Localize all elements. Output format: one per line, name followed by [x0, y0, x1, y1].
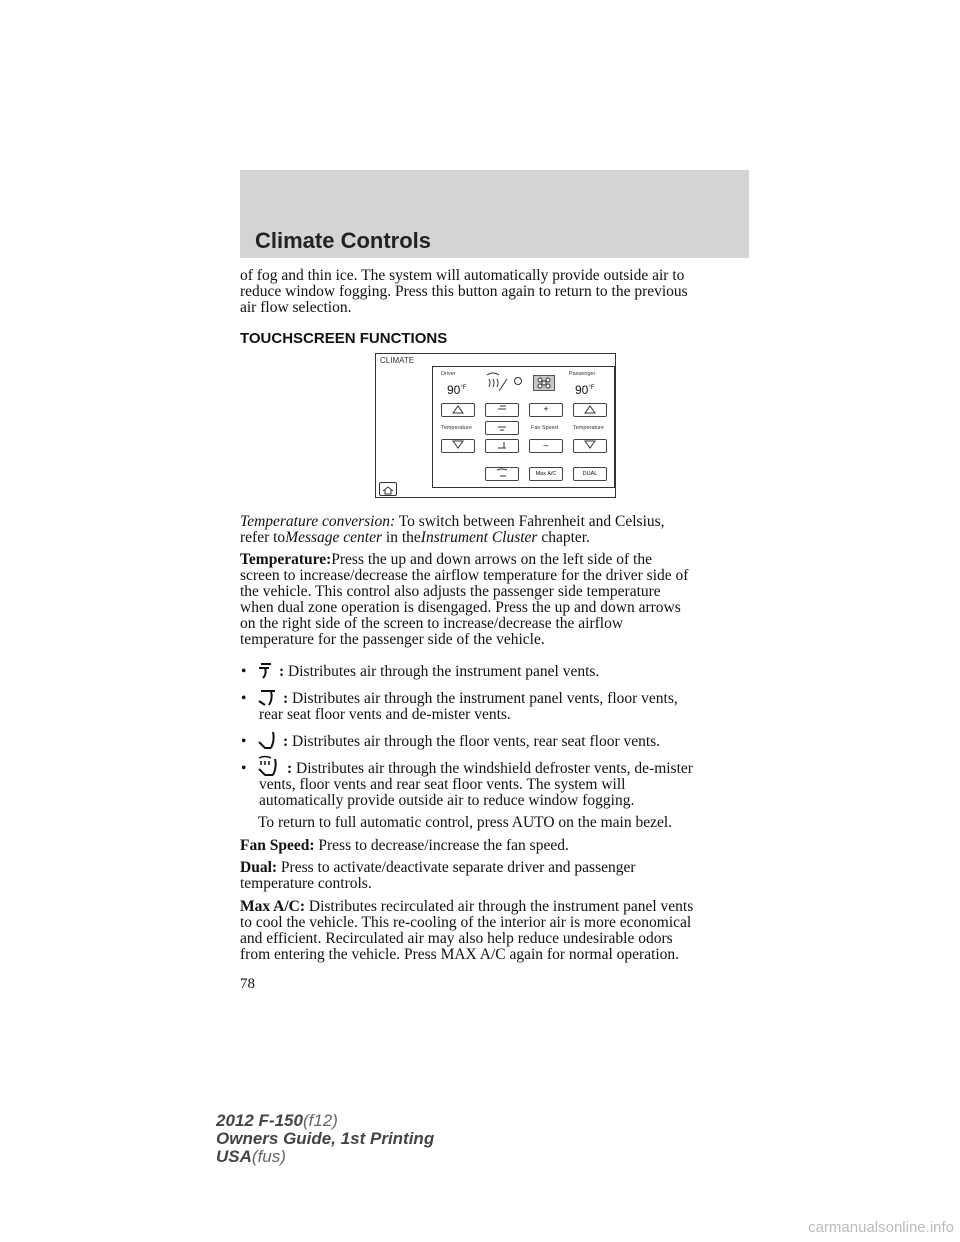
bullet-text: Distributes air through the windshield defroster vents, de-mister [296, 760, 693, 777]
chapter-title: Climate Controls [255, 228, 432, 253]
max-ac-label: Max A/C: [240, 898, 306, 915]
climate-screen-illustration [375, 353, 616, 498]
bullet-text: vents, floor vents and rear seat floor vents. The system will [259, 776, 626, 793]
passenger-temp-up-button[interactable] [573, 403, 607, 417]
temp-conversion-label: Temperature conversion: [240, 513, 396, 530]
footer-region-code: (fus) [251, 1147, 286, 1166]
temp-conversion-text: refer to [240, 529, 286, 546]
bullet-text: rear seat floor vents and de-mister vents. [259, 706, 511, 723]
panel-floor-vent-button[interactable] [485, 421, 519, 435]
intro-line: reduce window fogging. Press this button again to return to the previous [240, 283, 688, 300]
defrost-icon [485, 371, 511, 400]
driver-temp-up-button[interactable] [441, 403, 475, 417]
passenger-temp: $90^{^\circ F}$ [575, 383, 595, 397]
temp-conversion-text: chapter. [541, 529, 590, 546]
temperature-label-right: Temperature [573, 425, 604, 431]
fan-speed-up-button[interactable]: + [529, 403, 563, 417]
temperature-paragraph [240, 552, 755, 648]
temp-conversion-text: To switch between Fahrenheit and Celsius, [398, 513, 665, 530]
dual-paragraph [240, 860, 755, 892]
message-center-ref: Message center [285, 529, 383, 546]
document-footer [216, 1112, 434, 1166]
recirculation-icon [513, 373, 523, 391]
max-ac-text: from entering the vehicle. Press MAX A/C again for normal operation. [240, 946, 680, 963]
section-title: TOUCHSCREEN FUNCTIONS [240, 330, 448, 347]
temperature-line: temperature for the passenger side of the vehicle. [240, 631, 545, 648]
bullet-text: Distributes air through the instrument panel vents, floor vents, [292, 690, 678, 707]
fan-speed-label: Fan Speed: [240, 837, 315, 854]
instrument-cluster-ref: Instrument Cluster [420, 529, 538, 546]
fan-speed-label: Fan Speed [531, 425, 558, 431]
temperature-line: screen to increase/decrease the airflow temperature for the driver side of [240, 567, 689, 584]
dual-button[interactable]: DUAL [573, 467, 607, 481]
fan-speed-text: Press to decrease/increase the fan speed. [318, 837, 569, 854]
temperature-line: on the right side of the screen to increase/decrease the airflow [240, 615, 624, 632]
footer-printing: Owners Guide, 1st Printing [216, 1129, 435, 1148]
watermark: carmanualsonline.info [808, 1219, 954, 1236]
fan-icon [533, 375, 555, 391]
dual-label: Dual: [240, 859, 278, 876]
intro-paragraph [240, 268, 755, 316]
footer-region: USA [216, 1147, 252, 1166]
temp-conversion-text: in the [385, 529, 421, 546]
driver-temp: $90^{^\circ F}$ [447, 383, 467, 397]
temperature-line: the vehicle. This control also adjusts the passenger side temperature [240, 583, 661, 600]
intro-line: of fog and thin ice. The system will automatically provide outside air to [240, 267, 685, 284]
bullet-text: Distributes air through the floor vents, rear seat floor vents. [292, 733, 661, 750]
footer-code: (f12) [302, 1111, 338, 1130]
dual-text: temperature controls. [240, 875, 372, 892]
temp-conversion-paragraph [240, 514, 755, 546]
max-ac-text: to cool the vehicle. This re-cooling of the interior air is more economical [240, 914, 692, 931]
auto-note: To return to full automatic control, press AUTO on the main bezel. [258, 814, 673, 831]
fan-speed-paragraph [240, 838, 755, 854]
floor-vent-button[interactable] [485, 439, 519, 453]
climate-panel [432, 366, 615, 488]
temperature-label-left: Temperature [441, 425, 472, 431]
temperature-line: when dual zone operation is disengaged. Press the up and down arrows [240, 599, 681, 616]
bullet-text: Distributes air through the instrument panel vents. [288, 663, 600, 680]
temperature-label: Temperature: [240, 551, 332, 568]
driver-label: Driver [441, 371, 456, 377]
footer-model: 2012 F-150 [216, 1111, 303, 1130]
max-ac-text: and efficient. Recirculated air may also help reduce undesirable odors [240, 930, 673, 947]
home-icon [379, 482, 397, 496]
page-number: 78 [240, 976, 255, 992]
passenger-temp-down-button[interactable] [573, 439, 607, 453]
temperature-line: Press the up and down arrows on the left side of the [331, 551, 652, 568]
floor-vent-icon [255, 730, 281, 754]
dual-text: Press to activate/deactivate separate driver and passenger [280, 859, 636, 876]
intro-line: air flow selection. [240, 299, 352, 316]
fan-speed-down-button[interactable]: – [529, 439, 563, 453]
defrost-floor-button[interactable] [485, 467, 519, 481]
screen-label: CLIMATE [380, 356, 415, 365]
panel-vent-button[interactable] [485, 403, 519, 417]
max-ac-text: Distributes recirculated air through the instrument panel vents [308, 898, 694, 915]
driver-temp-down-button[interactable] [441, 439, 475, 453]
bullet-text: automatically provide outside air to reduce window fogging. [259, 792, 635, 809]
panel-vent-icon [255, 660, 277, 684]
max-ac-paragraph [240, 899, 755, 963]
max-ac-button[interactable]: Max A/C [529, 467, 563, 481]
passenger-label: Passenger [569, 371, 596, 377]
